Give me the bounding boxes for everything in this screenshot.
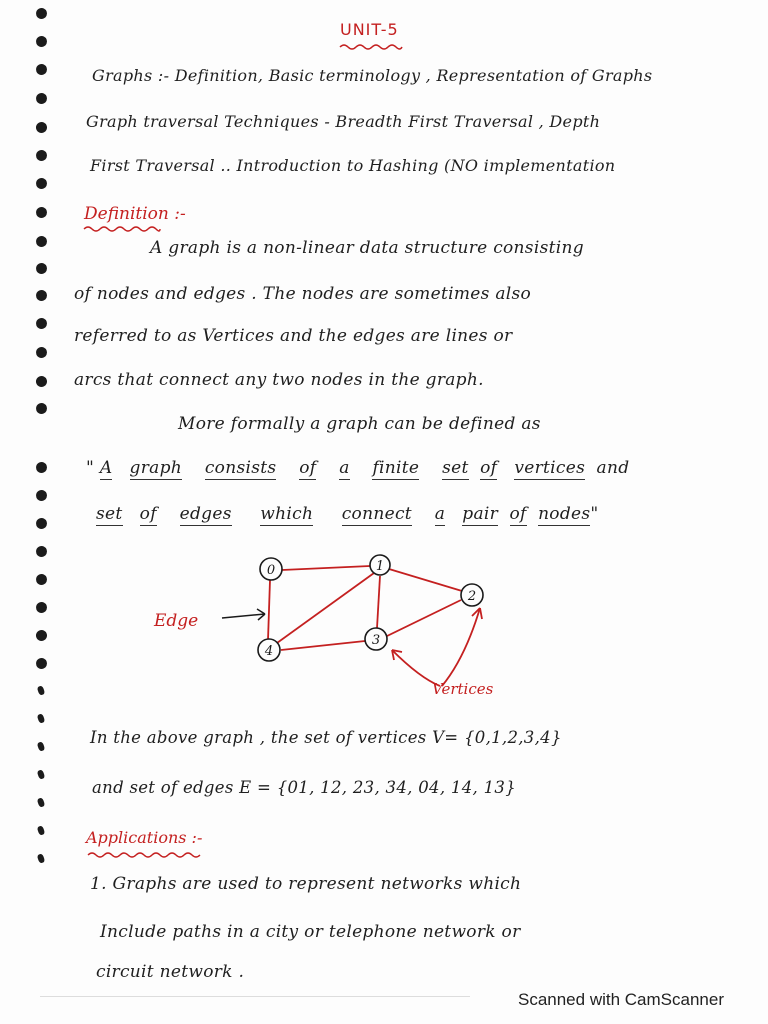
node-1 bbox=[370, 555, 390, 575]
node-0 bbox=[260, 558, 282, 580]
edge-0-1 bbox=[282, 566, 370, 570]
node-3 bbox=[365, 628, 387, 650]
page-title: UNIT-5 bbox=[340, 20, 399, 39]
applications-heading-underline bbox=[86, 850, 206, 858]
edge-3-4 bbox=[281, 641, 365, 650]
scanner-watermark: Scanned with CamScanner bbox=[517, 990, 724, 1009]
edge-set-line: and set of edges E = {01, 12, 23, 34, 04, 14, 13} bbox=[92, 778, 516, 797]
edge-1-4 bbox=[277, 573, 374, 643]
node-0-label: 0 bbox=[266, 563, 276, 578]
edge-label: Edge bbox=[154, 611, 199, 631]
graph-diagram bbox=[140, 548, 520, 708]
syllabus-line-2: Graph traversal Techniques - Breadth First Traversal , Depth bbox=[86, 112, 601, 131]
node-4-label: 4 bbox=[264, 644, 274, 659]
applications-line-2: Include paths in a city or telephone network or bbox=[100, 922, 521, 942]
node-1-label: 1 bbox=[375, 559, 385, 574]
definition-line-4: arcs that connect any two nodes in the graph. bbox=[74, 370, 484, 390]
definition-line-5: More formally a graph can be defined as bbox=[178, 414, 541, 434]
definition-heading: Definition :- bbox=[84, 204, 186, 224]
syllabus-line-1: Graphs :- Definition, Basic terminology , Representation of Graphs bbox=[92, 66, 653, 85]
node-2 bbox=[461, 584, 483, 606]
applications-line-1: 1. Graphs are used to represent networks which bbox=[90, 874, 522, 894]
vertices-label: Vertices bbox=[432, 680, 494, 698]
node-3-label: 3 bbox=[371, 633, 381, 648]
applications-line-3: circuit network . bbox=[96, 962, 245, 982]
title-underline bbox=[338, 42, 404, 50]
definition-heading-underline bbox=[82, 224, 162, 232]
node-2-label: 2 bbox=[467, 589, 477, 604]
scan-divider bbox=[40, 996, 470, 997]
edge-1-2 bbox=[389, 569, 462, 591]
edge-2-3 bbox=[387, 600, 461, 636]
edge-arrow bbox=[222, 614, 265, 618]
applications-heading: Applications :- bbox=[86, 828, 203, 847]
definition-line-3: referred to as Vertices and the edges are lines or bbox=[74, 326, 513, 346]
syllabus-line-3: First Traversal .. Introduction to Hashing (NO implementation bbox=[90, 156, 616, 175]
formal-definition-line-2: set of edges which connect a pair of nodes" bbox=[96, 504, 599, 524]
definition-line-1: A graph is a non-linear data structure consisting bbox=[150, 238, 584, 258]
edge-1-3 bbox=[377, 576, 380, 628]
binder-holes bbox=[36, 0, 56, 1024]
vertex-set-line: In the above graph , the set of vertices V= {0,1,2,3,4} bbox=[90, 728, 562, 747]
formal-definition-line-1: " A graph consists of a finite set of vertices and bbox=[86, 458, 630, 478]
definition-line-2: of nodes and edges . The nodes are sometimes also bbox=[74, 284, 532, 304]
vertices-arrow-2 bbox=[442, 608, 480, 686]
edge-0-4 bbox=[268, 580, 270, 640]
node-4 bbox=[258, 639, 280, 661]
